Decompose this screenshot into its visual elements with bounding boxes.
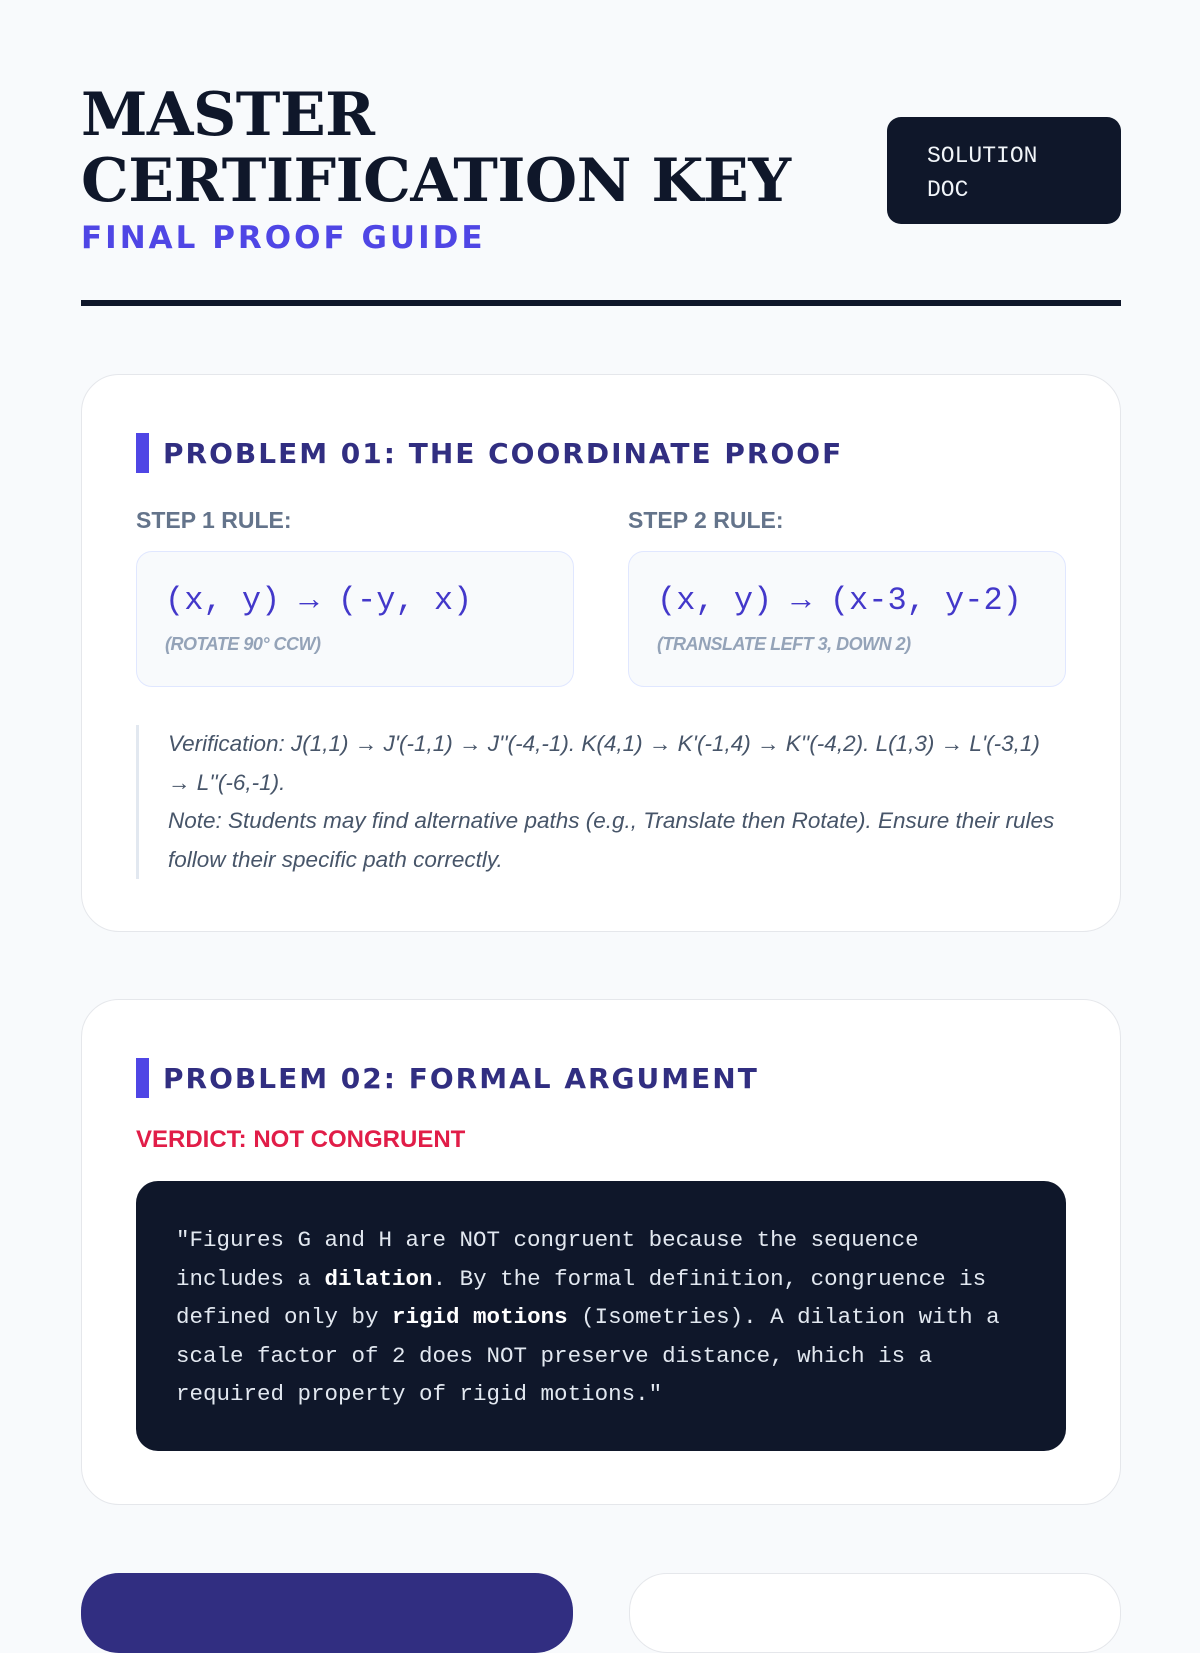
verification-block [136,725,1068,879]
formal-argument-quote [136,1181,1066,1451]
quote-emphasis-rigid-motions: rigid motions [392,1304,568,1330]
problem-1-title: PROBLEM 01: THE COORDINATE PROOF [163,436,844,470]
step-1-formula: (x, y) → (-y, x) [165,582,473,619]
next-section-card-light [629,1573,1121,1653]
header-divider [81,300,1121,306]
quote-text: . By the formal definition, congruence is defined only by [176,1265,987,1330]
step-1-note: (ROTATE 90° CCW) [165,634,321,654]
solution-document [81,0,1121,1407]
quote-text: "Figures G and H are NOT congruent because the sequence includes a [176,1227,919,1292]
problem-2-card [81,999,1121,1505]
verdict-label: VERDICT: NOT CONGRUENT [136,1126,466,1153]
section-accent-bar [136,1058,149,1098]
step-2-rule-box [628,551,1066,687]
step-2-label: STEP 2 RULE: [628,507,784,533]
step-2-note: (TRANSLATE LEFT 3, DOWN 2) [657,634,911,654]
quote-emphasis-dilation: dilation [324,1265,433,1292]
quote-text: (Isometries). A dilation with a scale factor of 2 does NOT preserve distance, which is a required property of rigid motions." [176,1304,1000,1407]
step-1-label: STEP 1 RULE: [136,507,292,533]
step-2-formula: (x, y) → (x-3, y-2) [657,582,1022,619]
document-type-badge: SOLUTION DOC [887,117,1121,224]
section-accent-bar [136,433,149,473]
next-section-card-dark [81,1573,573,1653]
verification-text: Verification: J(1,1) → J'(-1,1) → J''(-4,-1). K(4,1) → K'(-1,4) → K''(-4,2). L(1,3) → L'(-3,1) → L''(-6,-1). [168,731,1040,795]
document-header [81,0,1121,310]
step-1-rule-box [136,551,574,687]
problem-1-heading [136,433,843,473]
problem-1-card [81,374,1121,932]
problem-2-title: PROBLEM 02: FORMAL ARGUMENT [163,1061,759,1095]
teacher-note: Note: Students may find alternative paths (e.g., Translate then Rotate). Ensure their rules follow their specific path correctly. [168,808,1055,872]
problem-2-heading [136,1058,759,1098]
page-subtitle: FINAL PROOF GUIDE [81,220,486,256]
page-title: MASTER CERTIFICATION KEY [81,80,791,216]
